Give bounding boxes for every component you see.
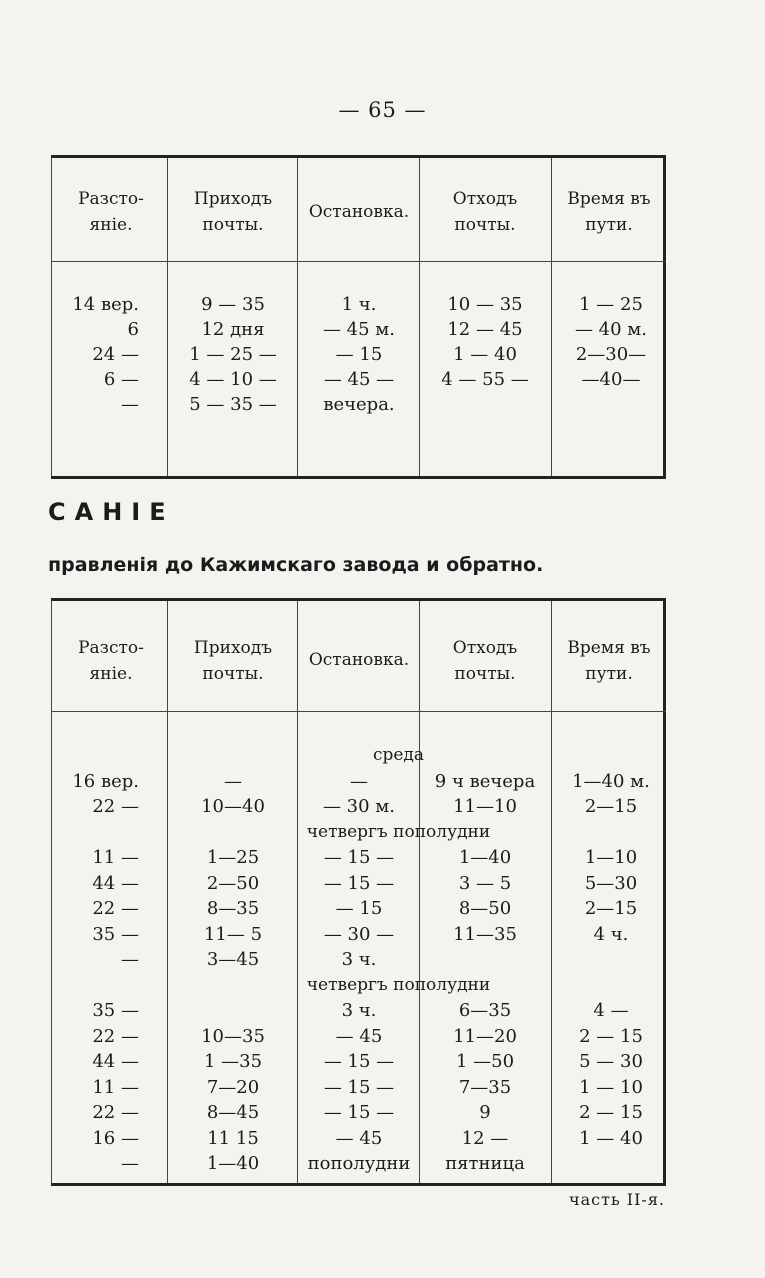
cell-departure: 9 ч вечера [434,770,536,792]
cell-departure: 10 — 35 [447,294,523,315]
schedule-table-1 [51,155,666,479]
cell-arrival: 4 — 10 — [189,369,277,390]
col-header-stop: Остановка. [308,202,410,222]
cell-stop: пополудни [307,1153,411,1174]
page-footer: часть II-я. [569,1190,665,1209]
cell-distance: 22 — [92,1025,139,1047]
cell-distance: 16 — [92,1127,139,1149]
cell-stop: — 15 — [323,1051,395,1072]
table-row [51,1076,666,1099]
col-header-stop: Остановка. [308,650,410,670]
cell-stop: — 45 — [323,369,395,390]
cell-distance: 6 — [103,369,139,390]
day-note: четвергъ пополудни [306,974,491,995]
day-note-row [51,744,666,767]
table-row [51,897,666,920]
page-number: — 65 — [338,98,427,122]
cell-arrival: 12 дня [201,319,265,340]
cell-travel-time: 2—15 [584,796,638,817]
cell-stop: — 30 м. [322,796,396,817]
cell-travel-time: 4 ч. [593,923,629,945]
cell-distance: — [121,394,139,415]
cell-stop: — 15 — [323,1076,395,1098]
cell-departure: 6—35 [458,1000,512,1021]
col-header-arrival: Приходъ почты. [193,638,273,684]
cell-distance: 11 — [92,1076,139,1098]
cell-arrival: 3—45 [206,949,260,970]
section-subheading: правленія до Кажимскаго завода и обратно. [48,554,544,576]
cell-departure: 1—40 [458,847,512,868]
cell-travel-time: 2 — 15 [579,1025,643,1047]
cell-distance: 6 [127,319,139,340]
cell-arrival: 1 — 25 — [189,344,277,365]
cell-distance: 44 — [92,1051,139,1072]
cell-travel-time: 1 — 40 [579,1127,643,1149]
cell-departure: 12 — [461,1127,509,1149]
table-row [51,923,666,946]
table-row [51,368,666,391]
cell-distance: 35 — [92,1000,139,1021]
cell-arrival: 10—40 [201,796,265,817]
col-header-departure: Отходъ почты. [452,189,518,235]
cell-stop: 3 ч. [341,1000,377,1021]
day-note-row [51,974,666,997]
table-row [51,872,666,895]
day-note: среда [372,745,425,765]
table-row [51,1101,666,1124]
cell-stop: — 15 — [323,847,395,868]
cell-departure: 9 [479,1102,491,1123]
cell-arrival: 1 —35 [203,1051,263,1072]
table-row [51,293,666,316]
cell-stop: вечера. [323,394,395,415]
col-header-travel-time: Время въ пути. [567,638,651,684]
cell-travel-time: 2—15 [584,898,638,919]
cell-travel-time: 1—10 [584,847,638,868]
table-row [51,1127,666,1150]
cell-arrival: 10—35 [201,1025,265,1047]
col-header-distance: Разсто- яніе. [78,638,144,684]
cell-arrival: 11 15 [207,1127,259,1149]
cell-stop: — 45 [335,1127,383,1149]
cell-stop: — 45 м. [322,319,396,340]
cell-stop: — [350,770,368,792]
cell-distance: 22 — [92,796,139,817]
cell-departure: 11—20 [453,1025,517,1047]
cell-stop: — 15 [335,898,383,919]
cell-arrival: 9 — 35 [201,294,265,315]
cell-travel-time: —40— [581,369,641,390]
cell-distance: — [121,949,139,970]
cell-departure: 8—50 [458,898,512,919]
cell-stop: 3 ч. [341,949,377,970]
cell-distance: — [121,1153,139,1174]
table-row [51,999,666,1022]
cell-departure: 11—10 [453,796,517,817]
table-row [51,770,666,793]
cell-stop: — 45 [335,1025,383,1047]
cell-arrival: 8—35 [206,898,260,919]
table-row [51,1050,666,1073]
day-note-row [51,821,666,844]
cell-stop: — 15 [335,344,383,365]
cell-travel-time: 1 — 10 [579,1076,643,1098]
cell-stop: — 15 — [323,1102,395,1123]
day-note: четвергъ пополудни [306,821,491,842]
table-row [51,1152,666,1175]
cell-travel-time: 5—30 [584,872,638,894]
cell-departure: 1 — 40 [453,344,517,365]
cell-arrival: 5 — 35 — [189,394,277,415]
cell-departure: 11—35 [453,923,517,945]
cell-distance: 14 вер. [72,294,139,315]
cell-arrival: 1—40 [206,1153,260,1174]
cell-arrival: 2—50 [206,872,260,894]
cell-distance: 24 — [92,344,139,365]
cell-travel-time: 4 — [593,1000,629,1021]
cell-travel-time: 5 — 30 [579,1051,643,1072]
cell-distance: 11 — [92,847,139,868]
cell-departure: 1 —50 [455,1051,515,1072]
cell-distance: 16 вер. [72,770,139,792]
cell-stop: — 15 — [323,872,395,894]
cell-travel-time: 1—40 м. [572,770,650,792]
cell-distance: 44 — [92,872,139,894]
col-header-distance: Разсто- яніе. [78,189,144,235]
cell-travel-time: 2—30— [575,344,647,365]
col-header-departure: Отходъ почты. [452,638,518,684]
col-header-arrival: Приходъ почты. [193,189,273,235]
cell-distance: 22 — [92,1102,139,1123]
cell-travel-time: 2 — 15 [579,1102,643,1123]
cell-stop: — 30 — [323,923,395,945]
cell-distance: 22 — [92,898,139,919]
cell-distance: 35 — [92,923,139,945]
table-row [51,393,666,416]
cell-departure: 4 — 55 — [441,369,529,390]
cell-travel-time: 1 — 25 [579,294,643,315]
table-row [51,343,666,366]
cell-arrival: 1—25 [206,847,260,868]
cell-departure: 3 — 5 [458,872,512,894]
table-row [51,1025,666,1048]
table-row [51,948,666,971]
col-header-travel-time: Время въ пути. [567,189,651,235]
table-row [51,318,666,341]
cell-departure: пятница [445,1153,525,1174]
cell-stop: 1 ч. [341,294,377,315]
cell-arrival: 7—20 [206,1076,260,1098]
cell-departure: 7—35 [458,1076,512,1098]
cell-travel-time: — 40 м. [574,319,648,340]
section-heading: САНІЕ [48,498,175,526]
table-row [51,795,666,818]
cell-departure: 12 — 45 [447,319,523,340]
schedule-table-2 [51,598,666,1186]
cell-arrival: 11— 5 [203,923,263,945]
cell-arrival: — [224,770,242,792]
cell-arrival: 8—45 [206,1102,260,1123]
table-row [51,846,666,869]
